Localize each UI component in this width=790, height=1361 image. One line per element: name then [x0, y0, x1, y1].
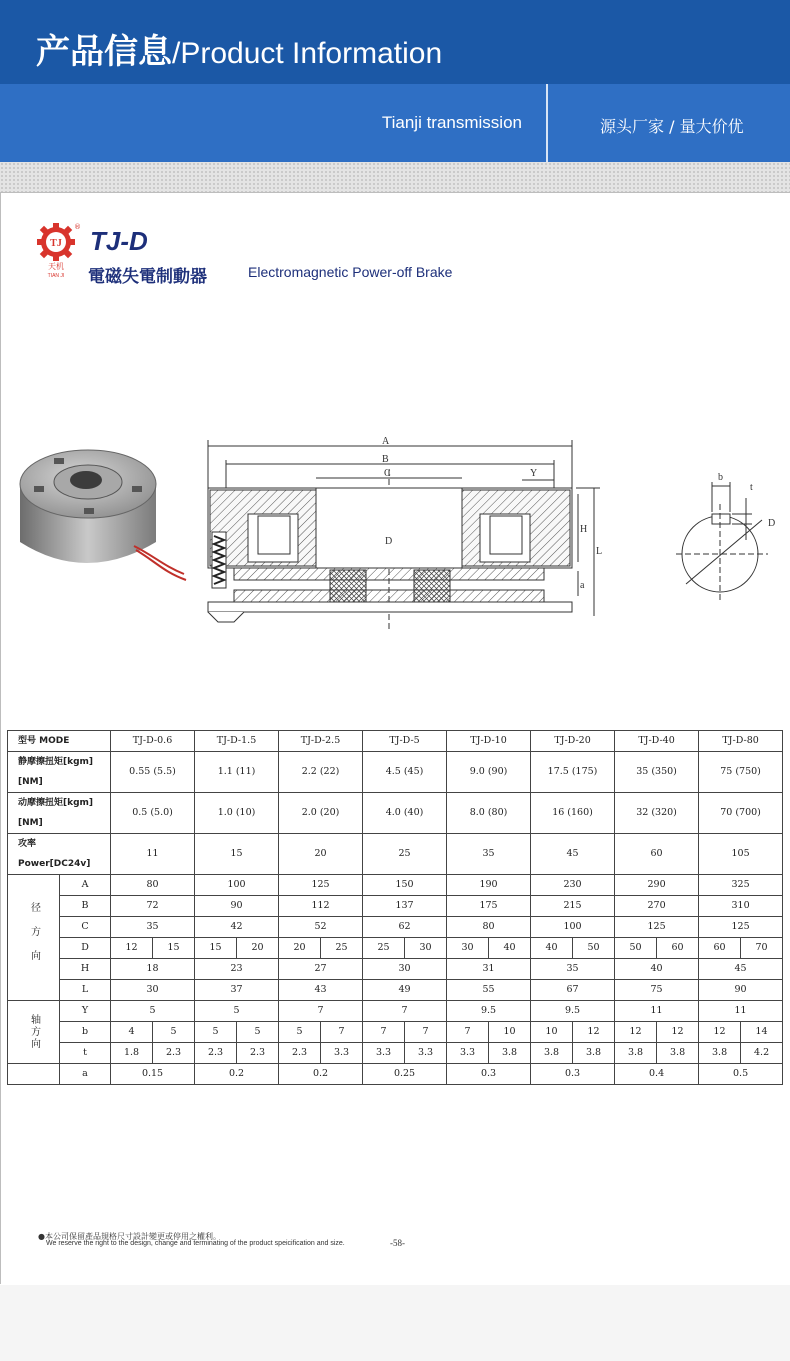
static-torque-label: 静摩擦扭矩[kgm] [NM] — [8, 752, 111, 793]
dim-value: 40 — [531, 938, 573, 959]
power-value: 11 — [111, 834, 195, 875]
dim-a-small-label: a — [580, 580, 585, 591]
dim-value: 3.8 — [573, 1043, 615, 1064]
static-torque-row — [8, 752, 783, 793]
radial-row-D — [8, 938, 783, 959]
dim-value: 80 — [111, 875, 195, 896]
dynamic-torque-value: 70 (700) — [699, 793, 783, 834]
dim-value: 12 — [615, 1022, 657, 1043]
static-torque-value: 9.0 (90) — [447, 752, 531, 793]
blank-cell — [8, 1064, 60, 1085]
dim-value: 7 — [405, 1022, 447, 1043]
dim-value: 50 — [573, 938, 615, 959]
logo-cn: 天机 — [48, 262, 64, 271]
header-subbar — [0, 84, 790, 162]
dim-value: 9.5 — [447, 1001, 531, 1022]
row-label: D — [60, 938, 111, 959]
power-label: 攻率 Power[DC24v] — [8, 834, 111, 875]
row-label: L — [60, 980, 111, 1001]
dim-value: 30 — [111, 980, 195, 1001]
brand-tagline: Tianji transmission — [381, 113, 522, 132]
dim-y-label: Y — [530, 468, 538, 479]
dim-value: 125 — [699, 917, 783, 938]
static-torque-value: 17.5 (175) — [531, 752, 615, 793]
dim-value: 11 — [699, 1001, 783, 1022]
power-value: 20 — [279, 834, 363, 875]
dim-value: 20 — [237, 938, 279, 959]
dim-value: 7 — [279, 1001, 363, 1022]
dim-value: 90 — [699, 980, 783, 1001]
dim-value: 0.3 — [447, 1064, 531, 1085]
dim-c-label: C — [384, 468, 391, 479]
dim-value: 150 — [363, 875, 447, 896]
dim-value: 35 — [531, 959, 615, 980]
dim-value: 9.5 — [531, 1001, 615, 1022]
model-name: TJ-D-0.6 — [111, 731, 195, 752]
dim-value: 7 — [363, 1001, 447, 1022]
key-t-label: t — [750, 482, 753, 493]
dim-value: 35 — [111, 917, 195, 938]
dynamic-torque-value: 1.0 (10) — [195, 793, 279, 834]
key-b-label: b — [718, 472, 723, 483]
axial-row-t — [8, 1043, 783, 1064]
static-torque-value: 0.55 (5.5) — [111, 752, 195, 793]
dim-value: 3.8 — [489, 1043, 531, 1064]
dim-value: 5 — [195, 1022, 237, 1043]
dim-value: 23 — [195, 959, 279, 980]
footer-note-cn: ●本公司保留產品規格尺寸設計變更或停用之權利。 — [38, 1232, 221, 1241]
dim-value: 137 — [363, 896, 447, 917]
page-number: -58- — [390, 1238, 405, 1248]
model-name: TJ-D-1.5 — [195, 731, 279, 752]
dim-value: 325 — [699, 875, 783, 896]
radial-row-B — [8, 896, 783, 917]
radial-row-C — [8, 917, 783, 938]
dim-value: 49 — [363, 980, 447, 1001]
dim-value: 55 — [447, 980, 531, 1001]
dim-value: 7 — [447, 1022, 489, 1043]
slogan: 源头厂家 / 量大价优 — [600, 117, 744, 136]
dim-value: 27 — [279, 959, 363, 980]
dim-value: 30 — [363, 959, 447, 980]
dim-value: 12 — [573, 1022, 615, 1043]
keyway-drawing — [676, 468, 786, 608]
model-label: 型号 MODE — [8, 731, 111, 752]
dotted-band — [0, 162, 790, 192]
dim-value: 3.8 — [531, 1043, 573, 1064]
logo-mark: TJ — [50, 238, 62, 249]
dim-value: 37 — [195, 980, 279, 1001]
axial-row-a — [8, 1064, 783, 1085]
model-name: TJ-D-10 — [447, 731, 531, 752]
dim-value: 31 — [447, 959, 531, 980]
dim-value: 5 — [279, 1022, 321, 1043]
dim-value: 3.3 — [405, 1043, 447, 1064]
power-value: 45 — [531, 834, 615, 875]
static-torque-value: 1.1 (11) — [195, 752, 279, 793]
dim-value: 100 — [195, 875, 279, 896]
dim-value: 70 — [741, 938, 783, 959]
model-name: TJ-D-2.5 — [279, 731, 363, 752]
dim-value: 10 — [489, 1022, 531, 1043]
bore — [70, 471, 102, 489]
dim-value: 3.8 — [657, 1043, 699, 1064]
power-value: 60 — [615, 834, 699, 875]
dim-value: 15 — [153, 938, 195, 959]
dim-value: 67 — [531, 980, 615, 1001]
dim-value: 5 — [237, 1022, 279, 1043]
dim-value: 30 — [447, 938, 489, 959]
dim-value: 230 — [531, 875, 615, 896]
dim-l-label: L — [596, 546, 603, 557]
axial-group-label: 轴方向 — [8, 1001, 60, 1064]
dim-value: 7 — [321, 1022, 363, 1043]
model-name: TJ-D-5 — [363, 731, 447, 752]
dim-value: 52 — [279, 917, 363, 938]
dim-value: 43 — [279, 980, 363, 1001]
dynamic-torque-label: 动摩擦扭矩[kgm] [NM] — [8, 793, 111, 834]
dim-value: 215 — [531, 896, 615, 917]
row-label: H — [60, 959, 111, 980]
dynamic-torque-value: 8.0 (80) — [447, 793, 531, 834]
dim-value: 0.5 — [699, 1064, 783, 1085]
dim-value: 80 — [447, 917, 531, 938]
key-d-label: D — [768, 518, 776, 529]
dim-value: 42 — [195, 917, 279, 938]
dim-value: 15 — [195, 938, 237, 959]
dim-value: 3.8 — [699, 1043, 741, 1064]
bottom-band — [0, 1285, 790, 1361]
dim-b-label: B — [382, 454, 389, 465]
dim-value: 5 — [195, 1001, 279, 1022]
dim-a-label: A — [382, 436, 390, 447]
registered-mark: ® — [74, 223, 81, 231]
row-label: B — [60, 896, 111, 917]
dim-value: 40 — [615, 959, 699, 980]
dim-value: 125 — [615, 917, 699, 938]
dim-d-label: D — [385, 536, 393, 547]
dim-value: 0.25 — [363, 1064, 447, 1085]
dim-value: 2.3 — [153, 1043, 195, 1064]
dim-value: 0.4 — [615, 1064, 699, 1085]
model-name: TJ-D-40 — [615, 731, 699, 752]
dim-value: 2.3 — [279, 1043, 321, 1064]
dim-value: 60 — [699, 938, 741, 959]
dim-value: 190 — [447, 875, 531, 896]
dim-value: 11 — [615, 1001, 699, 1022]
dim-value: 0.2 — [279, 1064, 363, 1085]
row-label: C — [60, 917, 111, 938]
row-label: Y — [60, 1001, 111, 1022]
dim-value: 112 — [279, 896, 363, 917]
row-label: t — [60, 1043, 111, 1064]
dim-value: 75 — [615, 980, 699, 1001]
dim-value: 175 — [447, 896, 531, 917]
table-header-row — [8, 731, 783, 752]
dim-value: 0.3 — [531, 1064, 615, 1085]
radial-row-A — [8, 875, 783, 896]
static-torque-value: 2.2 (22) — [279, 752, 363, 793]
radial-group-label: 径方向 — [8, 875, 60, 1001]
dim-value: 5 — [111, 1001, 195, 1022]
dim-value: 12 — [111, 938, 153, 959]
static-torque-value: 4.5 (45) — [363, 752, 447, 793]
dim-value: 0.2 — [195, 1064, 279, 1085]
product-name-en: Electromagnetic Power-off Brake — [248, 264, 453, 280]
dynamic-torque-row — [8, 793, 783, 834]
dim-value: 3.3 — [321, 1043, 363, 1064]
model-name: TJ-D-20 — [531, 731, 615, 752]
title-en: /Product Information — [172, 37, 443, 70]
power-value: 25 — [363, 834, 447, 875]
dynamic-torque-value: 4.0 (40) — [363, 793, 447, 834]
page-title — [36, 24, 442, 73]
dim-value: 10 — [531, 1022, 573, 1043]
dynamic-torque-value: 32 (320) — [615, 793, 699, 834]
header-banner — [0, 0, 790, 84]
row-label: b — [60, 1022, 111, 1043]
dim-value: 290 — [615, 875, 699, 896]
dynamic-torque-value: 0.5 (5.0) — [111, 793, 195, 834]
dim-value: 310 — [699, 896, 783, 917]
header-divider — [546, 84, 548, 162]
dim-value: 60 — [657, 938, 699, 959]
dim-value: 14 — [741, 1022, 783, 1043]
dim-value: 20 — [279, 938, 321, 959]
dim-value: 25 — [363, 938, 405, 959]
dim-value: 50 — [615, 938, 657, 959]
spec-table — [7, 730, 783, 1085]
radial-row-H — [8, 959, 783, 980]
dim-value: 7 — [363, 1022, 405, 1043]
dim-value: 270 — [615, 896, 699, 917]
dim-value: 5 — [153, 1022, 195, 1043]
dim-value: 4 — [111, 1022, 153, 1043]
model-name: TJ-D-80 — [699, 731, 783, 752]
dynamic-torque-value: 2.0 (20) — [279, 793, 363, 834]
dim-h-label: H — [580, 524, 588, 535]
dim-value: 25 — [321, 938, 363, 959]
dim-value: 4.2 — [741, 1043, 783, 1064]
dim-value: 62 — [363, 917, 447, 938]
static-torque-value: 35 (350) — [615, 752, 699, 793]
cross-section-drawing — [204, 436, 604, 636]
dim-value: 2.3 — [195, 1043, 237, 1064]
tianji-logo — [38, 222, 81, 279]
power-value: 105 — [699, 834, 783, 875]
title-cn: 产品信息 — [36, 32, 172, 72]
power-value: 35 — [447, 834, 531, 875]
dynamic-torque-value: 16 (160) — [531, 793, 615, 834]
row-label: a — [60, 1064, 111, 1085]
dim-value: 12 — [657, 1022, 699, 1043]
lead-wires — [134, 546, 186, 580]
dim-value: 1.8 — [111, 1043, 153, 1064]
dim-value: 2.3 — [237, 1043, 279, 1064]
footer-note-en: We reserve the right to the design, change and terminating of the product speicification and size. — [46, 1240, 345, 1247]
dim-value: 3.3 — [447, 1043, 489, 1064]
brake-photo — [14, 446, 194, 596]
dim-value: 100 — [531, 917, 615, 938]
axial-row-b — [8, 1022, 783, 1043]
dim-value: 72 — [111, 896, 195, 917]
dim-value: 3.8 — [615, 1043, 657, 1064]
radial-row-L — [8, 980, 783, 1001]
dim-value: 30 — [405, 938, 447, 959]
dim-value: 3.3 — [363, 1043, 405, 1064]
sheet-border — [0, 192, 1, 1284]
product-name-cn: 電磁失電制動器 — [88, 267, 207, 287]
model-heading: TJ-D — [90, 226, 148, 256]
dim-value: 18 — [111, 959, 195, 980]
axial-row-Y — [8, 1001, 783, 1022]
dim-value: 0.15 — [111, 1064, 195, 1085]
logo-en: TIAN JI — [47, 273, 65, 279]
dim-value: 90 — [195, 896, 279, 917]
dim-value: 45 — [699, 959, 783, 980]
power-row — [8, 834, 783, 875]
dim-value: 12 — [699, 1022, 741, 1043]
row-label: A — [60, 875, 111, 896]
power-value: 15 — [195, 834, 279, 875]
dim-value: 40 — [489, 938, 531, 959]
static-torque-value: 75 (750) — [699, 752, 783, 793]
dim-value: 125 — [279, 875, 363, 896]
